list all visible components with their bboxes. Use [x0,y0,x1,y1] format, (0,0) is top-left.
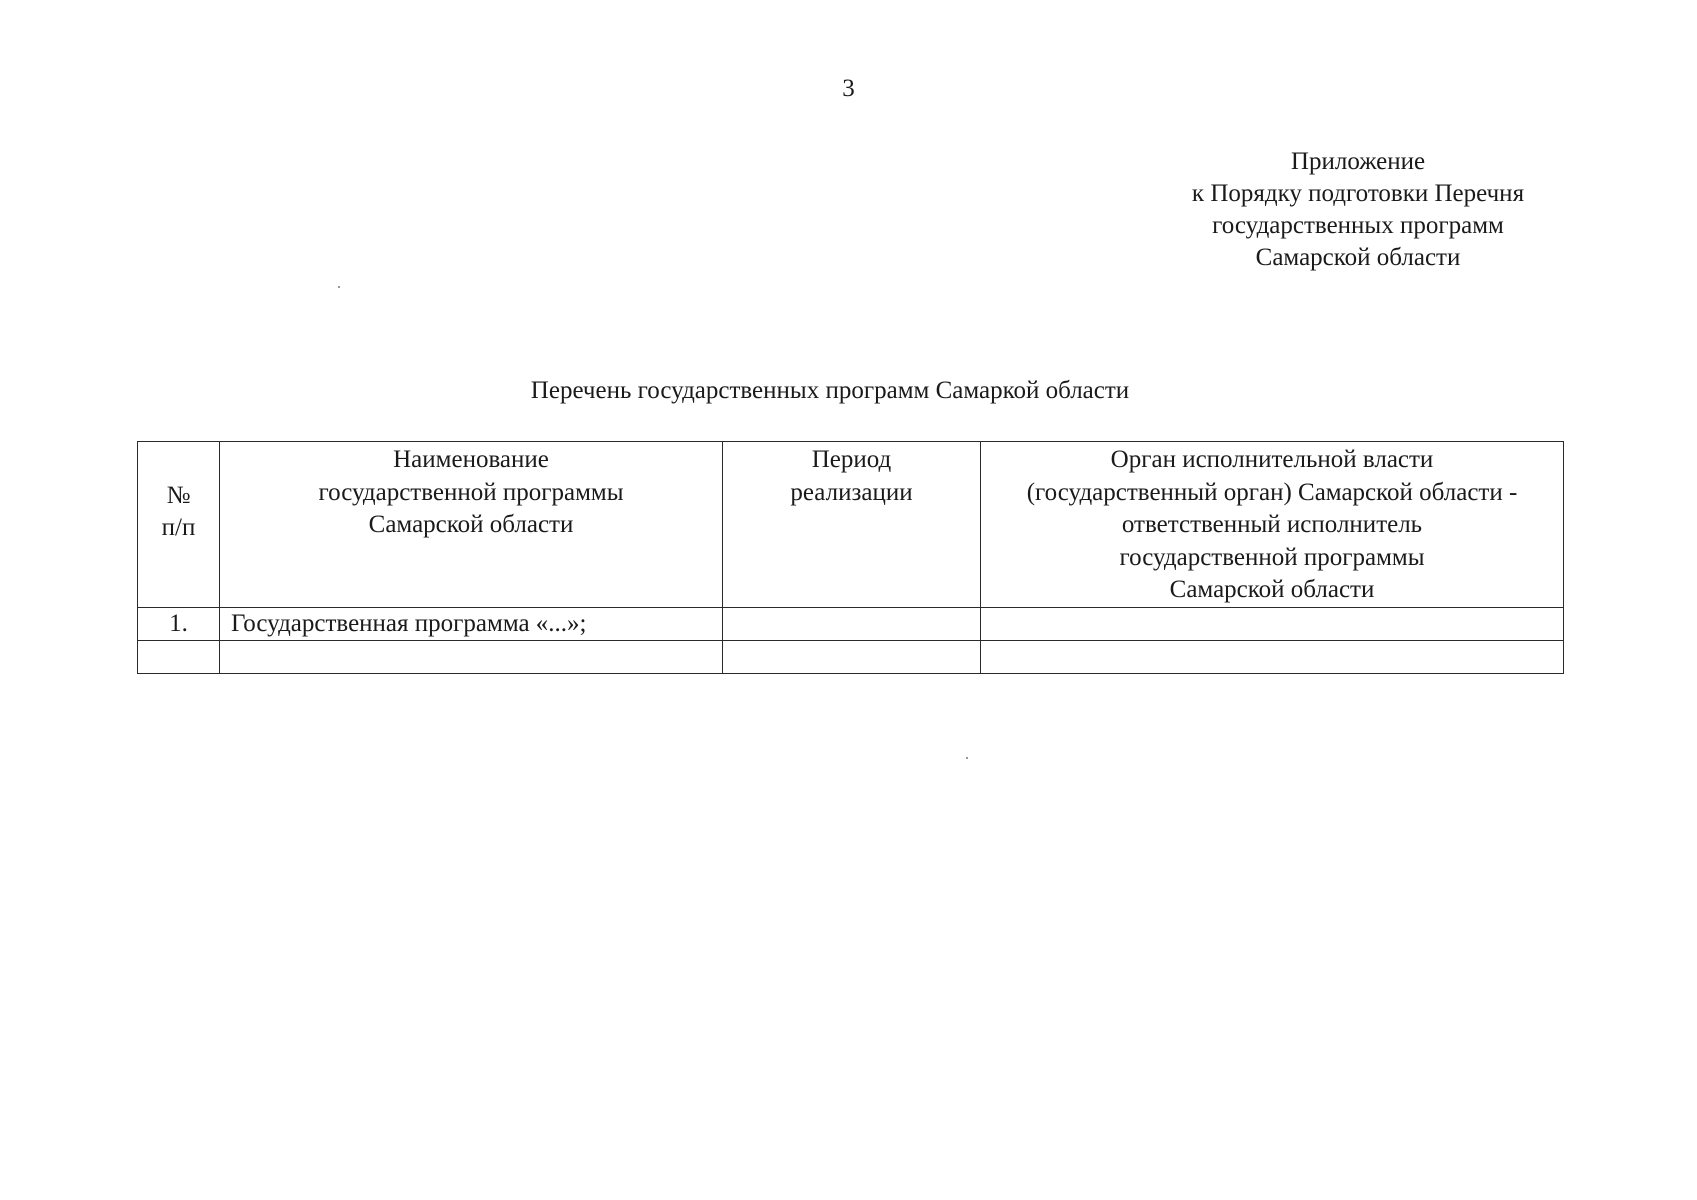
header-executor-line: Орган исполнительной власти [1110,446,1434,473]
row-program-name: Государственная программа «...»; [220,607,723,641]
header-name-line: Наименование [393,446,549,473]
row-period [723,641,981,674]
table-row [138,607,1564,641]
header-name-line: государственной программы [318,478,624,506]
scan-speck [338,286,340,288]
scan-speck [966,757,968,759]
appendix-header [1148,146,1568,274]
row-executor [981,607,1564,641]
header-executor-line: Самарской области [1169,576,1375,603]
header-program-name [220,442,723,608]
row-number [138,641,220,674]
page-number: 3 [842,75,855,102]
row-executor [981,641,1564,674]
row-number: 1. [138,607,220,641]
header-executor-line: ответственный исполнитель [1121,511,1423,538]
header-number-line: № [166,481,191,509]
header-name-line: Самарской области [368,511,574,538]
header-period-line: реализации [790,478,913,506]
appendix-line: Приложение [1290,148,1426,175]
appendix-line: государственных программ [1212,212,1504,239]
appendix-line: к Порядку подготовки Перечня [1191,180,1525,207]
row-period [723,607,981,641]
header-executor-line: (государственный орган) Самарской области - [1026,478,1518,506]
table-row [138,641,1564,674]
header-period-line: Период [811,446,892,473]
programs-table [137,441,1564,674]
row-program-name [220,641,723,674]
header-executor-line: государственной программы [1119,543,1425,571]
header-number-line: п/п [161,514,196,542]
table-header-row [138,442,1564,608]
header-number [138,442,220,608]
header-period [723,442,981,608]
document-title: Перечень государственных программ Самаркой области [530,377,1130,404]
header-executor [981,442,1564,608]
appendix-line: Самарской области [1255,244,1461,271]
